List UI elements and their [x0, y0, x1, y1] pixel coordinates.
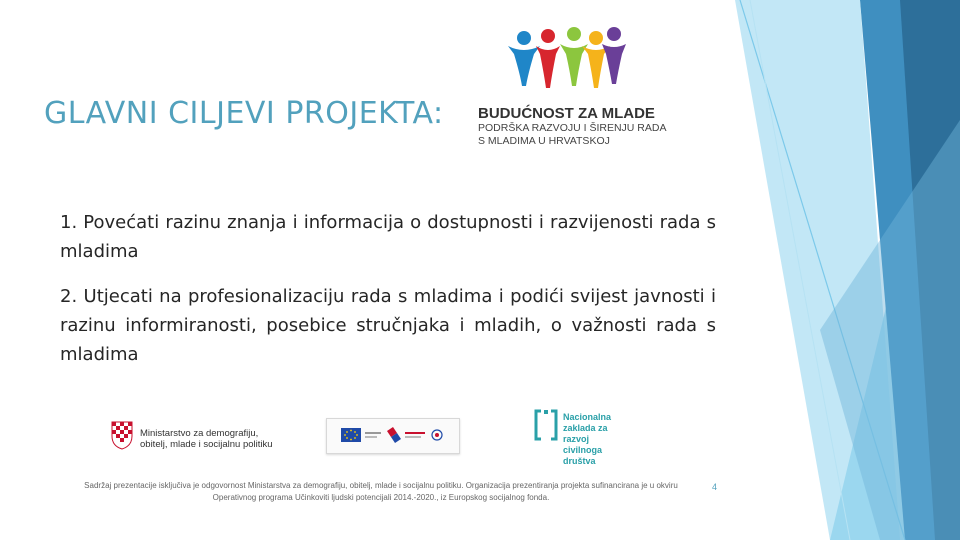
logo-line-3: S MLADIMA U HRVATSKOJ — [478, 135, 610, 147]
goals-list — [60, 208, 716, 385]
croatian-coat-of-arms-icon — [110, 420, 134, 450]
foundation-line-1: Nacionalna — [563, 412, 612, 422]
foundation-bracket-icon — [533, 408, 559, 442]
ministry-line-2: obitelj, mlade i socijalnu politiku — [140, 439, 273, 450]
footer-disclaimer: Sadržaj prezentacije isključiva je odgovornost Ministarstva za demografiju, obitelj, mlade i socijalnu politiku. Organizacija prezentiranja projekta sufinancirana je u okviru Operativnog programa Učinkoviti ljudski potencijali 2014.-2020., iz Europskog socijalnog fonda. — [84, 481, 678, 502]
ministry-line-1: Ministarstvo za demografiju, — [140, 428, 259, 439]
eu-logos-icon — [327, 419, 459, 453]
goal-item: 1. Povećati razinu znanja i informacija o dostupnosti i razvijenosti rada s mladima — [60, 212, 716, 262]
logo-figures — [508, 27, 626, 88]
goal-item: 2. Utjecati na profesionalizaciju rada s mladima i podići svijest javnosti i razinu informiranosti, posebice stručnjaka i mladih, o važnosti rada s mladima — [60, 286, 716, 365]
foundation-line-4: civilnoga — [563, 445, 603, 455]
slide-title: GLAVNI CILJEVI PROJEKTA: — [44, 96, 444, 131]
foundation-line-5: društva — [563, 456, 596, 466]
eu-funds-logo-box — [326, 418, 460, 454]
logo-line-1: BUDUĆNOST ZA MLADE — [478, 105, 655, 122]
page-number: 4 — [712, 482, 718, 492]
logo-line-2: PODRŠKA RAZVOJU I ŠIRENJU RADA — [478, 122, 667, 134]
partner-logos — [0, 400, 720, 470]
foundation-line-2: zaklada za — [563, 423, 608, 433]
ministry-logo-text — [140, 428, 273, 450]
foundation-line-3: razvoj — [563, 434, 590, 444]
foundation-logo-text — [563, 412, 611, 467]
project-logo-text — [478, 105, 666, 148]
